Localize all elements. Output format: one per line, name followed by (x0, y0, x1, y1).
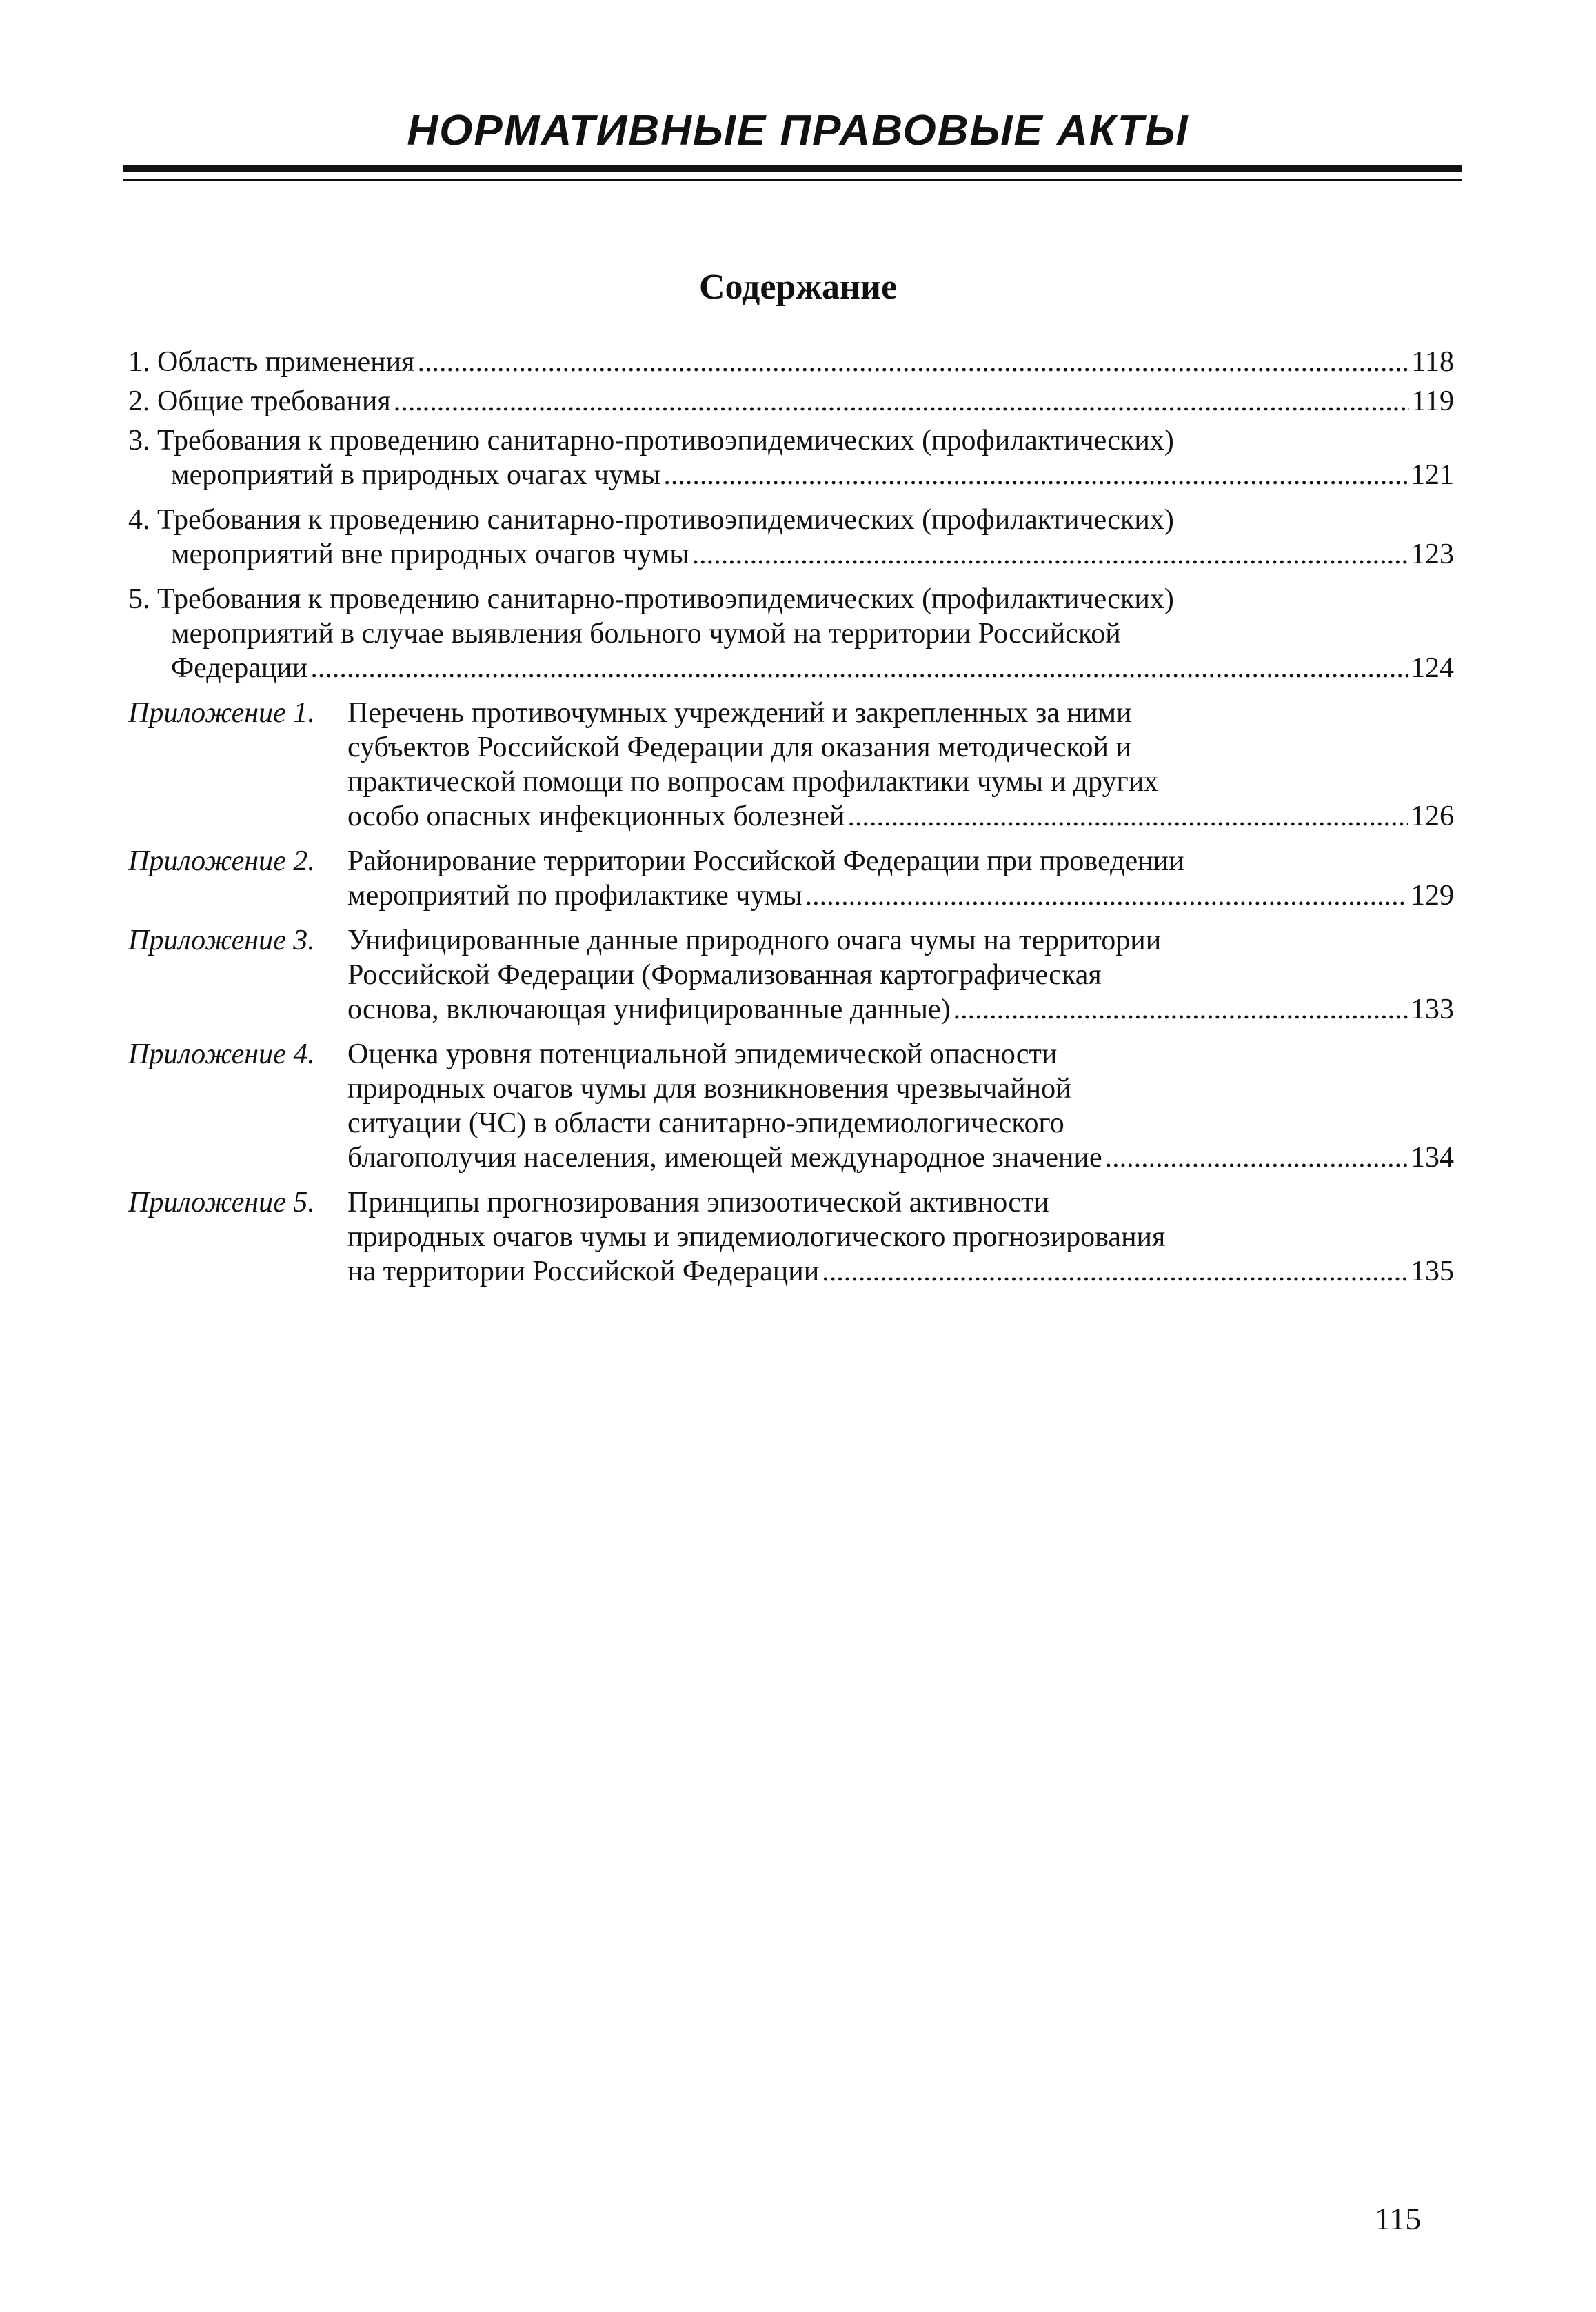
toc-line (347, 992, 1454, 1027)
toc-page-number: 118 (1411, 346, 1454, 378)
toc-line (347, 799, 1454, 834)
toc-line: Унифицированные данные природного очага чумы на территории (347, 925, 1162, 956)
leader-dots (822, 1254, 1408, 1289)
toc-line-text: мероприятий вне природных очагов чумы (171, 539, 689, 570)
toc-page-number: 124 (1411, 652, 1454, 684)
toc-section-1[interactable] (128, 345, 1454, 379)
appendix-label: Приложение 4. (128, 1038, 315, 1070)
toc-line: 3. Требования к проведению санитарно-противоэпидемических (профилактических) (128, 425, 1174, 456)
toc-section-3[interactable] (128, 423, 1454, 492)
toc-line: природных очагов чумы и эпидемиологического прогнозирования (347, 1221, 1166, 1253)
toc-line: 4. Требования к проведению санитарно-противоэпидемических (профилактических) (128, 504, 1174, 536)
leader-dots (310, 651, 1408, 685)
leader-dots (663, 458, 1408, 492)
toc-line (128, 458, 1454, 492)
header-rule-thick (123, 165, 1462, 172)
toc-line (347, 1254, 1454, 1289)
leader-dots (692, 537, 1408, 572)
toc-line-text: особо опасных инфекционных болезней (347, 801, 845, 832)
toc-line (128, 651, 1454, 685)
leader-dots (394, 384, 1409, 419)
toc-line (347, 878, 1454, 913)
toc-section-4[interactable] (128, 503, 1454, 572)
toc-appendix-3[interactable] (128, 923, 1454, 1027)
toc-line-text: мероприятий в природных очагах чумы (171, 459, 661, 491)
leader-dots (953, 992, 1408, 1027)
toc-line-text: основа, включающая унифицированные данные) (347, 994, 951, 1025)
toc-appendix-2[interactable] (128, 844, 1454, 913)
toc-line-text: 1. Область применения (128, 346, 415, 378)
toc-line-text: Федерации (171, 652, 308, 684)
toc-line: Принципы прогнозирования эпизоотической активности (347, 1187, 1049, 1218)
toc-page-number: 119 (1411, 385, 1454, 417)
toc-line: Районирование территории Российской Федерации при проведении (347, 845, 1184, 877)
appendix-label: Приложение 1. (128, 697, 315, 729)
header-rule-thin (123, 179, 1462, 181)
toc-line-text: благополучия населения, имеющей международное значение (347, 1142, 1102, 1174)
toc-line: субъектов Российской Федерации для оказания методической и (347, 732, 1131, 763)
toc-line (128, 345, 1454, 379)
toc-line-text: на территории Российской Федерации (347, 1256, 820, 1287)
leader-dots (805, 878, 1408, 913)
toc-line-text: 2. Общие требования (128, 385, 391, 417)
toc-line: мероприятий в случае выявления больного чумой на территории Российской (171, 618, 1121, 650)
toc-page-number: 135 (1411, 1256, 1454, 1287)
toc-line (128, 384, 1454, 419)
toc-line (128, 537, 1454, 572)
toc-line: природных очагов чумы для возникновения чрезвычайной (347, 1073, 1071, 1105)
toc-line: Оценка уровня потенциальной эпидемической опасности (347, 1038, 1058, 1070)
toc-line: ситуации (ЧС) в области санитарно-эпидемиологического (347, 1107, 1064, 1139)
toc-appendix-1[interactable] (128, 696, 1454, 834)
toc-line-text: мероприятий по профилактике чумы (347, 880, 802, 912)
toc-line (347, 1140, 1454, 1175)
leader-dots (417, 345, 1408, 379)
appendix-label: Приложение 3. (128, 925, 315, 956)
toc-appendix-4[interactable] (128, 1037, 1454, 1175)
table-of-contents (128, 345, 1454, 1289)
leader-dots (847, 799, 1408, 834)
toc-page-number: 123 (1411, 539, 1454, 570)
toc-page-number: 121 (1411, 459, 1454, 491)
toc-page-number: 126 (1411, 801, 1454, 832)
appendix-label: Приложение 2. (128, 845, 315, 877)
toc-page-number: 129 (1411, 880, 1454, 912)
toc-appendix-5[interactable] (128, 1185, 1454, 1289)
toc-line: практической помощи по вопросам профилактики чумы и других (347, 766, 1159, 798)
toc-page-number: 134 (1411, 1142, 1454, 1174)
toc-line: 5. Требования к проведению санитарно-противоэпидемических (профилактических) (128, 583, 1174, 615)
toc-section-5[interactable] (128, 582, 1454, 685)
toc-section-2[interactable] (128, 384, 1454, 419)
running-head-title: НОРМАТИВНЫЕ ПРАВОВЫЕ АКТЫ (407, 107, 1189, 154)
toc-line: Перечень противочумных учреждений и закрепленных за ними (347, 697, 1132, 729)
appendix-label: Приложение 5. (128, 1187, 315, 1218)
page-number: 115 (1375, 2201, 1422, 2236)
leader-dots (1105, 1140, 1408, 1175)
toc-title: Содержание (698, 268, 898, 307)
toc-page-number: 133 (1411, 994, 1454, 1025)
toc-line: Российской Федерации (Формализованная картографическая (347, 959, 1102, 991)
